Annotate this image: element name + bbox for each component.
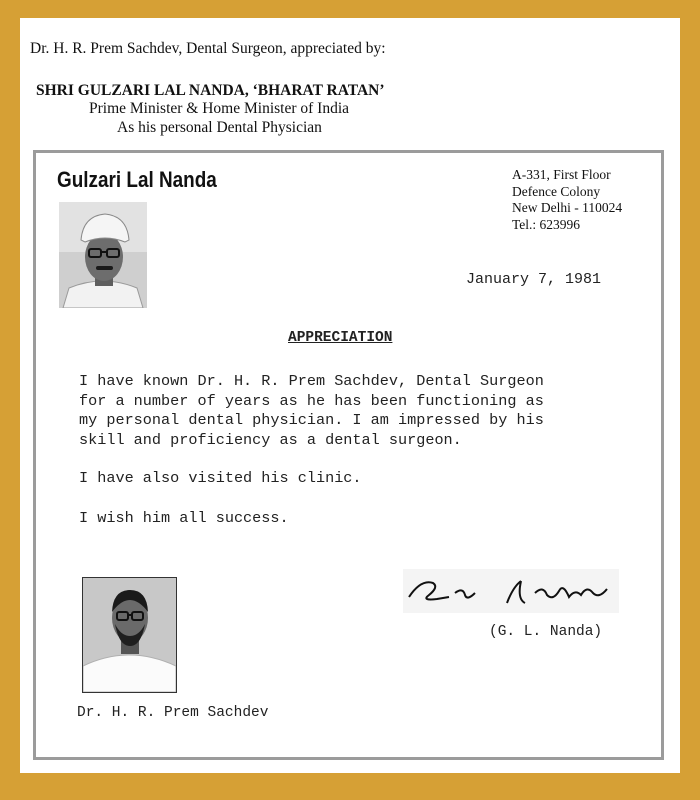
paragraph-line: my personal dental physician. I am impressed by his — [79, 411, 544, 429]
letterhead-name: Gulzari Lal Nanda — [57, 167, 217, 192]
sachdev-portrait-illustration — [83, 578, 176, 692]
letter-frame — [33, 150, 664, 760]
doctor-name-caption: Dr. H. R. Prem Sachdev — [77, 705, 269, 721]
address-line: A-331, First Floor — [512, 167, 611, 182]
header-line-2: SHRI GULZARI LAL NANDA, ‘BHARAT RATAN’ — [36, 82, 385, 99]
nanda-portrait-photo — [59, 202, 147, 308]
paragraph-line: for a number of years as he has been functioning as — [79, 391, 544, 410]
letter-paragraph-1 — [79, 372, 544, 450]
letter-paragraph-3: I wish him all success. — [79, 509, 289, 527]
certificate-page — [20, 18, 680, 773]
paragraph-line: skill and proficiency as a dental surgeon. — [79, 430, 462, 449]
header-line-4: As his personal Dental Physician — [117, 119, 322, 136]
letterhead-address — [512, 167, 622, 233]
letter-heading: APPRECIATION — [288, 330, 393, 346]
header-line-3: Prime Minister & Home Minister of India — [89, 100, 350, 117]
header-line-1: Dr. H. R. Prem Sachdev, Dental Surgeon, appreciated by: — [30, 40, 386, 57]
signature-scrawl — [403, 569, 619, 613]
address-line: Tel.: 623996 — [512, 216, 581, 232]
sachdev-portrait-photo — [82, 577, 177, 693]
signee-name: (G. L. Nanda) — [489, 624, 603, 640]
letter-date: January 7, 1981 — [466, 271, 602, 288]
address-line: New Delhi - 110024 — [512, 200, 623, 215]
letter-paragraph-2: I have also visited his clinic. — [79, 469, 362, 487]
nanda-portrait-illustration — [59, 202, 147, 308]
nanda-signature — [403, 569, 619, 613]
address-line: Defence Colony — [512, 183, 601, 199]
paragraph-line: I have known Dr. H. R. Prem Sachdev, Dental Surgeon — [79, 372, 544, 390]
